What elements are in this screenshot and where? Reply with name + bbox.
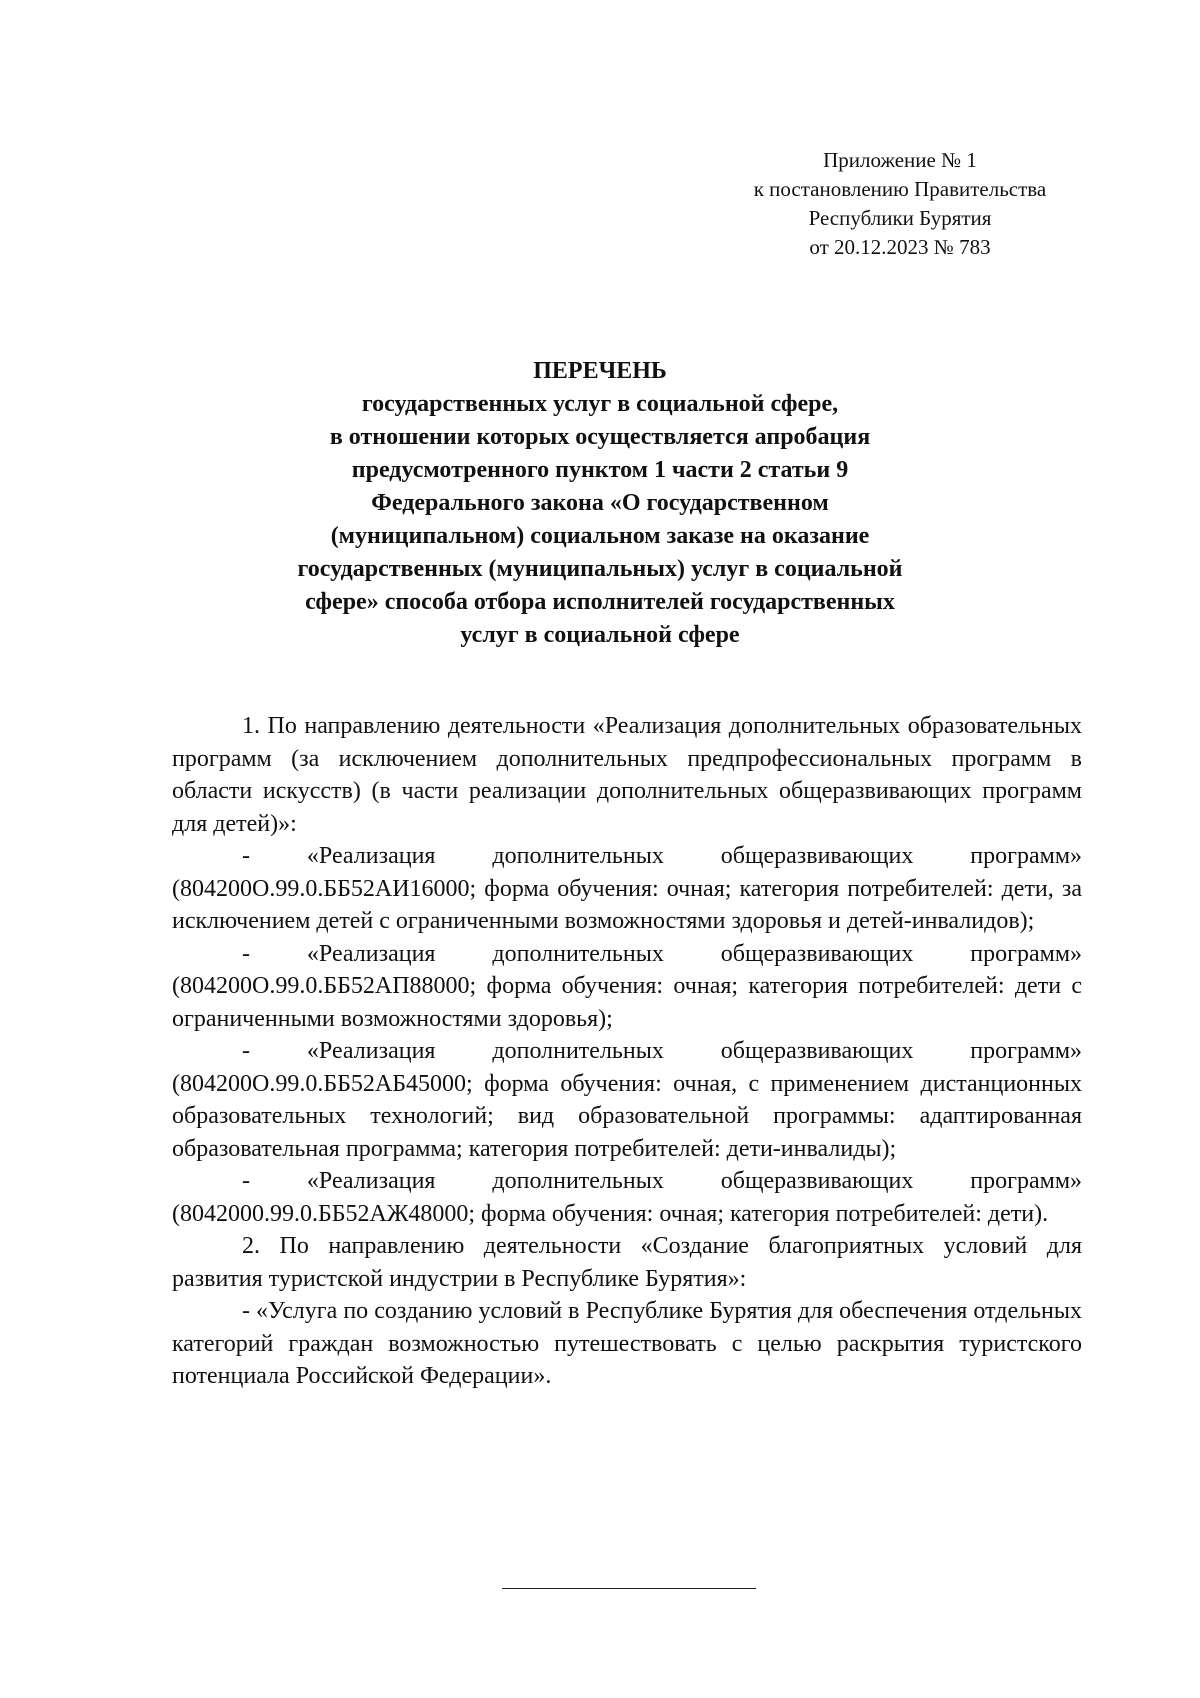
- appendix-reference: к постановлению Правительства: [753, 177, 1047, 201]
- document-title: [200, 355, 1000, 652]
- appendix-number: Приложение № 1: [823, 148, 977, 172]
- list-item: - «Реализация дополнительных общеразвивающих программ» (804200О.99.0.ББ52АП88000; форма обучения: очная; категория потребителей: дети с ограниченными возможностями здоровья);: [172, 940, 1082, 1032]
- title-line: в отношении которых осуществляется апробация: [329, 424, 871, 450]
- section-1-paragraph: 1. По направлению деятельности «Реализация дополнительных образовательных программ (за исключением дополнительных предпрофессиональных программ в области искусств) (в части реализации дополнительных общеразвивающих программ для детей)»:: [172, 713, 1082, 837]
- title-line: (муниципальном) социальном заказе на оказание: [330, 523, 870, 549]
- title-line: услуг в социальной сфере: [460, 622, 740, 648]
- appendix-republic: Республики Бурятия: [808, 206, 992, 230]
- title-heading: ПЕРЕЧЕНЬ: [533, 358, 667, 384]
- appendix-header: [720, 146, 1080, 262]
- document-body: [172, 710, 1082, 1393]
- title-line: государственных услуг в социальной сфере,: [361, 391, 839, 417]
- title-line: Федерального закона «О государственном: [371, 490, 829, 516]
- title-line: государственных (муниципальных) услуг в социальной: [297, 556, 903, 582]
- appendix-date: от 20.12.2023 № 783: [809, 235, 991, 259]
- closing-divider: [502, 1588, 756, 1589]
- title-line: предусмотренного пунктом 1 части 2 статьи 9: [351, 457, 849, 483]
- list-item: - «Реализация дополнительных общеразвивающих программ» (8042000.99.0.ББ52АЖ48000; форма обучения: очная; категория потребителей: дети).: [172, 1168, 1082, 1227]
- list-item: - «Услуга по созданию условий в Республике Бурятия для обеспечения отдельных категорий граждан возможностью путешествовать с целью раскрытия туристского потенциала Российской Федерации».: [172, 1298, 1082, 1389]
- title-line: сфере» способа отбора исполнителей государственных: [305, 589, 895, 615]
- list-item: - «Реализация дополнительных общеразвивающих программ» (804200О.99.0.ББ52АИ16000; форма обучения: очная; категория потребителей: дети, за исключением детей с ограниченными возможностями здоровья и детей-инвалидов);: [172, 843, 1082, 934]
- section-2-paragraph: 2. По направлению деятельности «Создание благоприятных условий для развития туристской индустрии в Республике Бурятия»:: [172, 1233, 1082, 1292]
- list-item: - «Реализация дополнительных общеразвивающих программ» (804200О.99.0.ББ52АБ45000; форма обучения: очная, с применением дистанционных образовательных технологий; вид образовательной программы: адаптированная образовательная программа; категория потребителей: дети-инвалиды);: [172, 1038, 1082, 1162]
